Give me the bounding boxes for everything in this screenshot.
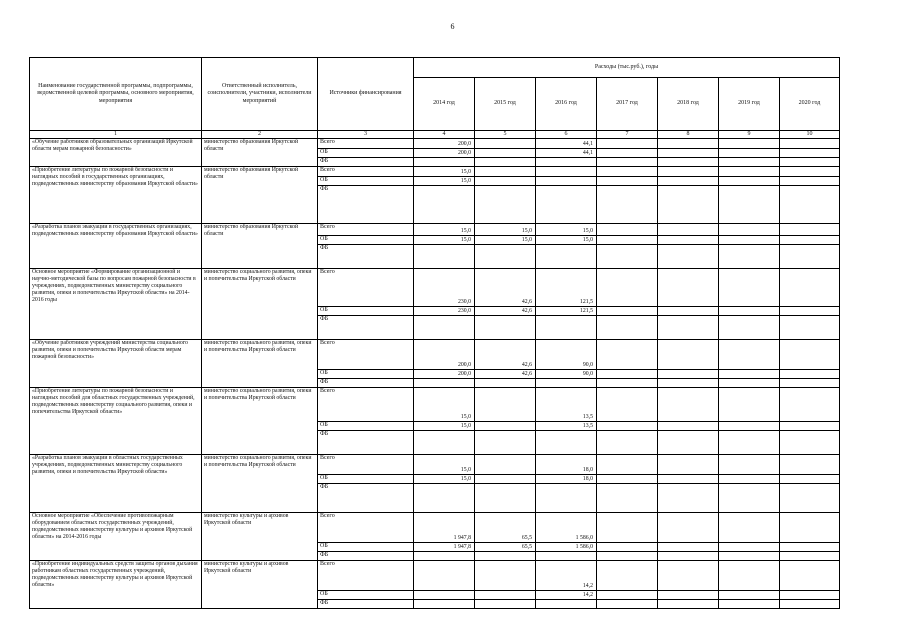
column-number: 8: [658, 131, 719, 139]
funding-source: Всего: [318, 224, 414, 236]
expense-value: [658, 431, 719, 455]
expense-value: [658, 591, 719, 600]
expense-value: 65,5: [475, 513, 536, 543]
expense-value: [780, 316, 840, 340]
expense-value: [475, 177, 536, 186]
expense-value: [658, 236, 719, 245]
expense-value: 44,1: [536, 139, 597, 149]
expense-value: [780, 543, 840, 552]
funding-source: ОБ: [318, 370, 414, 379]
header-year: 2017 год: [597, 78, 658, 131]
expense-value: [658, 149, 719, 158]
expense-value: [414, 245, 475, 269]
column-number: 7: [597, 131, 658, 139]
expense-value: 42,6: [475, 370, 536, 379]
funding-source: Всего: [318, 269, 414, 307]
expense-value: [414, 158, 475, 167]
expense-value: [414, 484, 475, 513]
expense-value: [658, 340, 719, 370]
expense-value: [475, 561, 536, 591]
expense-value: [597, 422, 658, 431]
expense-value: [597, 475, 658, 484]
expense-value: [780, 513, 840, 543]
expense-value: [719, 379, 780, 388]
expense-value: [414, 431, 475, 455]
expense-value: 15,0: [536, 236, 597, 245]
expense-value: [536, 158, 597, 167]
expense-value: [597, 561, 658, 591]
expense-value: [475, 379, 536, 388]
expense-value: [597, 316, 658, 340]
column-number: 5: [475, 131, 536, 139]
expense-value: 15,0: [475, 236, 536, 245]
expense-value: [719, 561, 780, 591]
expense-value: [780, 236, 840, 245]
expense-value: [597, 340, 658, 370]
expense-value: [658, 422, 719, 431]
expense-value: [719, 269, 780, 307]
expense-value: [719, 236, 780, 245]
expense-value: [475, 388, 536, 422]
expense-value: [414, 186, 475, 224]
expense-value: [475, 455, 536, 475]
expense-value: [658, 455, 719, 475]
funding-source: ОБ: [318, 422, 414, 431]
expense-value: 15,0: [414, 388, 475, 422]
expense-value: [414, 591, 475, 600]
expense-value: [536, 316, 597, 340]
header-year: 2018 год: [658, 78, 719, 131]
table-row: [30, 561, 840, 591]
table-row: [30, 139, 840, 149]
expense-value: 15,0: [414, 455, 475, 475]
responsible-executor: министерство образования Иркутской области: [202, 224, 318, 269]
expense-value: 18,0: [536, 455, 597, 475]
expense-value: [658, 139, 719, 149]
expense-value: [597, 431, 658, 455]
expense-value: [780, 149, 840, 158]
expense-value: [536, 600, 597, 609]
header-year: 2019 год: [719, 78, 780, 131]
expense-value: [475, 475, 536, 484]
expense-value: [780, 475, 840, 484]
responsible-executor: министерство социального развития, опеки и попечительства Иркутской области: [202, 388, 318, 455]
expense-value: [475, 149, 536, 158]
expense-value: [475, 167, 536, 177]
expense-value: 200,0: [414, 149, 475, 158]
responsible-executor: министерство образования Иркутской области: [202, 139, 318, 167]
expense-value: [475, 158, 536, 167]
expense-value: [780, 158, 840, 167]
expense-value: 13,5: [536, 422, 597, 431]
expense-value: [658, 484, 719, 513]
expense-value: 1 586,0: [536, 543, 597, 552]
header-executor: Ответственный исполнитель, соисполнители, участники, исполнители мероприятий: [202, 58, 318, 131]
expense-value: [780, 307, 840, 316]
expense-value: [780, 431, 840, 455]
expense-value: [658, 224, 719, 236]
measure-name: «Обучение работников учреждений министерства социального развития, опеки и попечительства Иркутской области мерам пожарной безопасности»: [30, 340, 202, 388]
expense-value: [475, 600, 536, 609]
expense-value: [658, 552, 719, 561]
expense-value: [475, 431, 536, 455]
expense-value: 1 586,0: [536, 513, 597, 543]
expense-value: [719, 422, 780, 431]
expense-value: [597, 455, 658, 475]
expense-value: [536, 431, 597, 455]
expense-value: [536, 552, 597, 561]
expenses-table: [29, 57, 840, 609]
expense-value: [658, 600, 719, 609]
expense-value: [597, 149, 658, 158]
expense-value: [597, 379, 658, 388]
expense-value: [597, 600, 658, 609]
funding-source: ОБ: [318, 149, 414, 158]
expense-value: 15,0: [414, 422, 475, 431]
expense-value: [719, 543, 780, 552]
expense-value: [597, 139, 658, 149]
expense-value: [597, 307, 658, 316]
expense-value: [719, 167, 780, 177]
expense-value: 15,0: [414, 177, 475, 186]
expense-value: [536, 484, 597, 513]
expense-value: 230,0: [414, 307, 475, 316]
funding-source: ОБ: [318, 475, 414, 484]
expense-value: [536, 245, 597, 269]
expense-value: [780, 269, 840, 307]
expense-value: [536, 167, 597, 177]
expense-value: [719, 224, 780, 236]
funding-source: ФБ: [318, 158, 414, 167]
expense-value: 1 947,8: [414, 543, 475, 552]
measure-name: «Обучение работников образовательных организаций Иркутской области мерам пожарной безопасности»: [30, 139, 202, 167]
expense-value: [414, 561, 475, 591]
expense-value: [536, 186, 597, 224]
expense-value: [719, 455, 780, 475]
expense-value: 42,6: [475, 340, 536, 370]
expense-value: [719, 149, 780, 158]
expense-value: [719, 600, 780, 609]
responsible-executor: министерство образования Иркутской области: [202, 167, 318, 224]
expense-value: [780, 186, 840, 224]
responsible-executor: министерство культуры и архивов Иркутской области: [202, 513, 318, 561]
funding-source: Всего: [318, 388, 414, 422]
funding-source: Всего: [318, 513, 414, 543]
expense-value: [658, 186, 719, 224]
funding-source: ФБ: [318, 379, 414, 388]
expense-value: [780, 139, 840, 149]
expense-value: [780, 422, 840, 431]
expense-value: [658, 513, 719, 543]
expense-value: 42,6: [475, 269, 536, 307]
expense-value: [597, 245, 658, 269]
expense-value: 14,2: [536, 591, 597, 600]
expense-value: [780, 600, 840, 609]
header-year: 2014 год: [414, 78, 475, 131]
expense-value: [597, 269, 658, 307]
expense-value: [780, 340, 840, 370]
table-row: [30, 167, 840, 177]
expense-value: [658, 177, 719, 186]
expense-value: [719, 431, 780, 455]
expense-value: [597, 236, 658, 245]
expense-value: [475, 552, 536, 561]
expense-value: 15,0: [414, 167, 475, 177]
expense-value: [414, 552, 475, 561]
expense-value: 42,6: [475, 307, 536, 316]
expense-value: [475, 316, 536, 340]
expense-value: [780, 455, 840, 475]
column-number: 4: [414, 131, 475, 139]
expense-value: [658, 475, 719, 484]
expense-value: 200,0: [414, 370, 475, 379]
expense-value: [597, 484, 658, 513]
expense-value: [719, 158, 780, 167]
expense-value: [536, 379, 597, 388]
expense-value: [597, 370, 658, 379]
column-number: 2: [202, 131, 318, 139]
funding-source: ФБ: [318, 245, 414, 269]
funding-source: Всего: [318, 139, 414, 149]
measure-name: «Разработка планов эвакуации в областных государственных учреждениях, подведомственных министерству социального развития, опеки и попечительства Иркутской области»: [30, 455, 202, 513]
column-number: 6: [536, 131, 597, 139]
expense-value: [658, 158, 719, 167]
expense-value: [597, 167, 658, 177]
header-name: Наименование государственной программы, подпрограммы, ведомственной целевой программы, основного мероприятия, мероприятия: [30, 58, 202, 131]
expense-value: [719, 370, 780, 379]
funding-source: ОБ: [318, 307, 414, 316]
funding-source: Всего: [318, 340, 414, 370]
expense-value: 13,5: [536, 388, 597, 422]
expense-value: 230,0: [414, 269, 475, 307]
funding-source: ФБ: [318, 600, 414, 609]
expense-value: [780, 388, 840, 422]
expense-value: 15,0: [475, 224, 536, 236]
expense-value: [780, 552, 840, 561]
expense-value: [719, 139, 780, 149]
expense-value: [597, 158, 658, 167]
funding-source: ФБ: [318, 186, 414, 224]
expense-value: 90,0: [536, 370, 597, 379]
funding-source: ОБ: [318, 591, 414, 600]
expense-value: [475, 186, 536, 224]
expense-value: 200,0: [414, 340, 475, 370]
header-year: 2015 год: [475, 78, 536, 131]
funding-source: ФБ: [318, 316, 414, 340]
header-source: Источники финансирования: [318, 58, 414, 131]
expense-value: [719, 388, 780, 422]
expense-value: 15,0: [414, 224, 475, 236]
expense-value: [780, 224, 840, 236]
table-row: [30, 513, 840, 543]
measure-name: «Приобретение литературы по пожарной безопасности и наглядных пособий в государственных организациях, подведомственных министерству образования Иркутской области»: [30, 167, 202, 224]
expense-value: [475, 139, 536, 149]
expense-value: [414, 600, 475, 609]
header-expenses-group: Расходы (тыс.руб.), годы: [414, 58, 840, 78]
expense-value: [780, 379, 840, 388]
column-number: 3: [318, 131, 414, 139]
table-row: [30, 269, 840, 307]
expense-value: [719, 177, 780, 186]
expense-value: [719, 591, 780, 600]
expense-value: 44,1: [536, 149, 597, 158]
expense-value: [658, 561, 719, 591]
responsible-executor: министерство социального развития, опеки и попечительства Иркутской области: [202, 269, 318, 340]
expense-value: [780, 484, 840, 513]
funding-source: Всего: [318, 561, 414, 591]
funding-source: ОБ: [318, 543, 414, 552]
header-year: 2016 год: [536, 78, 597, 131]
funding-source: ОБ: [318, 177, 414, 186]
expense-value: [658, 307, 719, 316]
expense-value: [597, 186, 658, 224]
expense-value: [536, 177, 597, 186]
column-number: 9: [719, 131, 780, 139]
expense-value: [597, 591, 658, 600]
responsible-executor: министерство культуры и архивов Иркутской области: [202, 561, 318, 609]
expense-value: [658, 269, 719, 307]
expense-value: [719, 245, 780, 269]
expense-value: [414, 379, 475, 388]
expense-value: 65,5: [475, 543, 536, 552]
expense-value: [719, 484, 780, 513]
expense-value: 90,0: [536, 340, 597, 370]
expense-value: [780, 167, 840, 177]
column-number: 10: [780, 131, 840, 139]
expense-value: [719, 340, 780, 370]
expense-value: [597, 177, 658, 186]
funding-source: ФБ: [318, 431, 414, 455]
expense-value: [719, 513, 780, 543]
expense-value: 18,0: [536, 475, 597, 484]
measure-name: Основное мероприятие «Формирование организационной и научно-методической базы по вопросам пожарной безопасности в учреждениях, подведомственных министерству социального развития, опеки и попечительства Иркутской области» на 2014-2016 годы: [30, 269, 202, 340]
responsible-executor: министерство социального развития, опеки и попечительства Иркутской области: [202, 340, 318, 388]
page-number: 6: [450, 22, 455, 31]
expense-value: [719, 552, 780, 561]
funding-source: Всего: [318, 455, 414, 475]
header-year: 2020 год: [780, 78, 840, 131]
expense-value: [719, 475, 780, 484]
expense-value: 121,5: [536, 269, 597, 307]
responsible-executor: министерство социального развития, опеки и попечительства Иркутской области: [202, 455, 318, 513]
expense-value: [780, 177, 840, 186]
expense-value: 15,0: [414, 475, 475, 484]
expense-value: [719, 186, 780, 224]
expense-value: [597, 513, 658, 543]
expense-value: [658, 370, 719, 379]
table-row: [30, 388, 840, 422]
expense-value: 200,0: [414, 139, 475, 149]
expense-value: [719, 316, 780, 340]
expense-value: [780, 370, 840, 379]
column-number: 1: [30, 131, 202, 139]
expense-value: [658, 543, 719, 552]
expense-value: [475, 245, 536, 269]
expense-value: 15,0: [536, 224, 597, 236]
expense-value: [597, 388, 658, 422]
expense-value: [414, 316, 475, 340]
expense-value: [597, 543, 658, 552]
expense-value: [780, 561, 840, 591]
table-row: [30, 224, 840, 236]
expense-value: [780, 245, 840, 269]
measure-name: «Приобретение литературы по пожарной безопасности и наглядных пособий для областных государственных учреждений, подведомственных министерству социального развития, опеки и попечительства Иркутской области»: [30, 388, 202, 455]
expense-value: [780, 591, 840, 600]
measure-name: «Приобретение индивидуальных средств защиты органов дыхания работникам областных государственных учреждений, подведомственных министерству культуры и архивов Иркутской области»: [30, 561, 202, 609]
expense-value: [658, 245, 719, 269]
expense-value: [475, 484, 536, 513]
expense-value: 15,0: [414, 236, 475, 245]
funding-source: ФБ: [318, 484, 414, 513]
expense-value: [719, 307, 780, 316]
funding-source: ОБ: [318, 236, 414, 245]
expense-value: [475, 591, 536, 600]
expense-value: 1 947,8: [414, 513, 475, 543]
expense-value: [597, 224, 658, 236]
expense-value: [658, 379, 719, 388]
funding-source: Всего: [318, 167, 414, 177]
table-row: [30, 455, 840, 475]
expense-value: [658, 316, 719, 340]
table-row: [30, 340, 840, 370]
measure-name: «Разработка планов эвакуации в государственных организациях, подведомственных министерству образования Иркутской области»: [30, 224, 202, 269]
expense-value: [658, 167, 719, 177]
funding-source: ФБ: [318, 552, 414, 561]
expense-value: 14,2: [536, 561, 597, 591]
expense-value: 121,5: [536, 307, 597, 316]
expense-value: [475, 422, 536, 431]
expense-value: [658, 388, 719, 422]
measure-name: Основное мероприятие «Обеспечение противопожарным оборудованием областных государственных учреждений, подведомственных министерству культуры и архивов Иркутской области» на 2014-2016 годы: [30, 513, 202, 561]
expense-value: [597, 552, 658, 561]
